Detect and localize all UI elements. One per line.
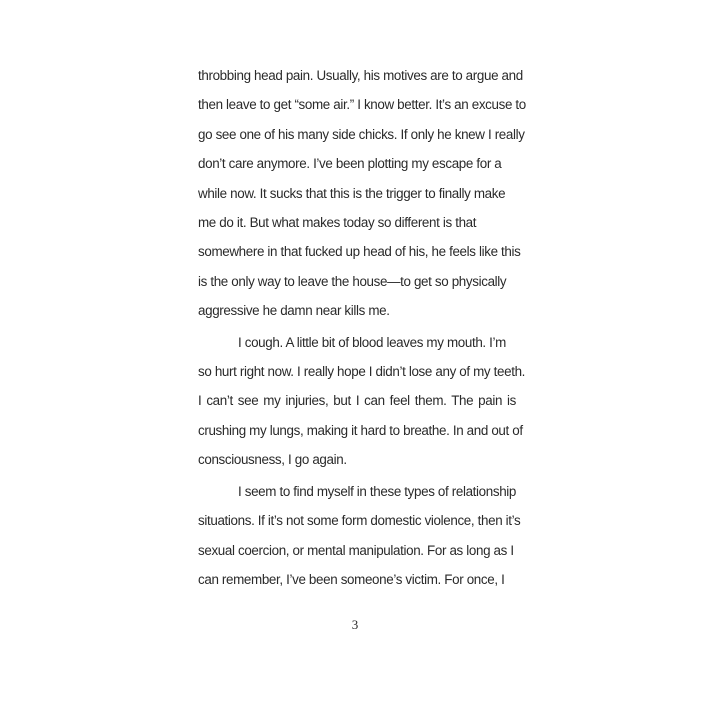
text-line: somewhere in that fucked up head of his, he feels like this [198,244,521,260]
text-line: situations. If it’s not some form domestic violence, then it’s [198,513,521,529]
text-line: aggressive he damn near kills me. [198,303,390,319]
text-line: I seem to find myself in these types of relationship [238,483,517,499]
text-line: throbbing head pain. Usually, his motives are to argue and [198,68,523,83]
text-line: sexual coercion, or mental manipulation. For as long as I [198,542,514,558]
text-line: can remember, I’ve been someone’s victim. For once, I [198,572,505,588]
page-number: 3 [351,617,359,632]
text-line: crushing my lungs, making it hard to breathe. In and out of [198,422,523,438]
paragraph-1 [198,61,526,326]
text-line: is the only way to leave the house—to get so physically [198,273,507,289]
text-line: consciousness, I go again. [198,452,347,468]
text-line: go see one of his many side chicks. If only he knew I really [198,126,525,142]
paragraph-2 [198,328,526,475]
text-line: then leave to get “some air.” I know better. It’s an excuse to [198,97,526,113]
text-line: don’t care anymore. I’ve been plotting my escape for a [198,156,502,172]
text-line: I can’t see my injuries, but I can feel them. The pain is [198,393,516,409]
text-line: while now. It sucks that this is the trigger to finally make [198,185,506,201]
text-line: me do it. But what makes today so different is that [198,214,477,230]
text-line: I cough. A little bit of blood leaves my mouth. I’m [238,334,506,350]
paragraph-3 [198,477,521,595]
body-text [198,61,526,594]
text-line: so hurt right now. I really hope I didn’t lose any of my teeth. [198,364,526,380]
